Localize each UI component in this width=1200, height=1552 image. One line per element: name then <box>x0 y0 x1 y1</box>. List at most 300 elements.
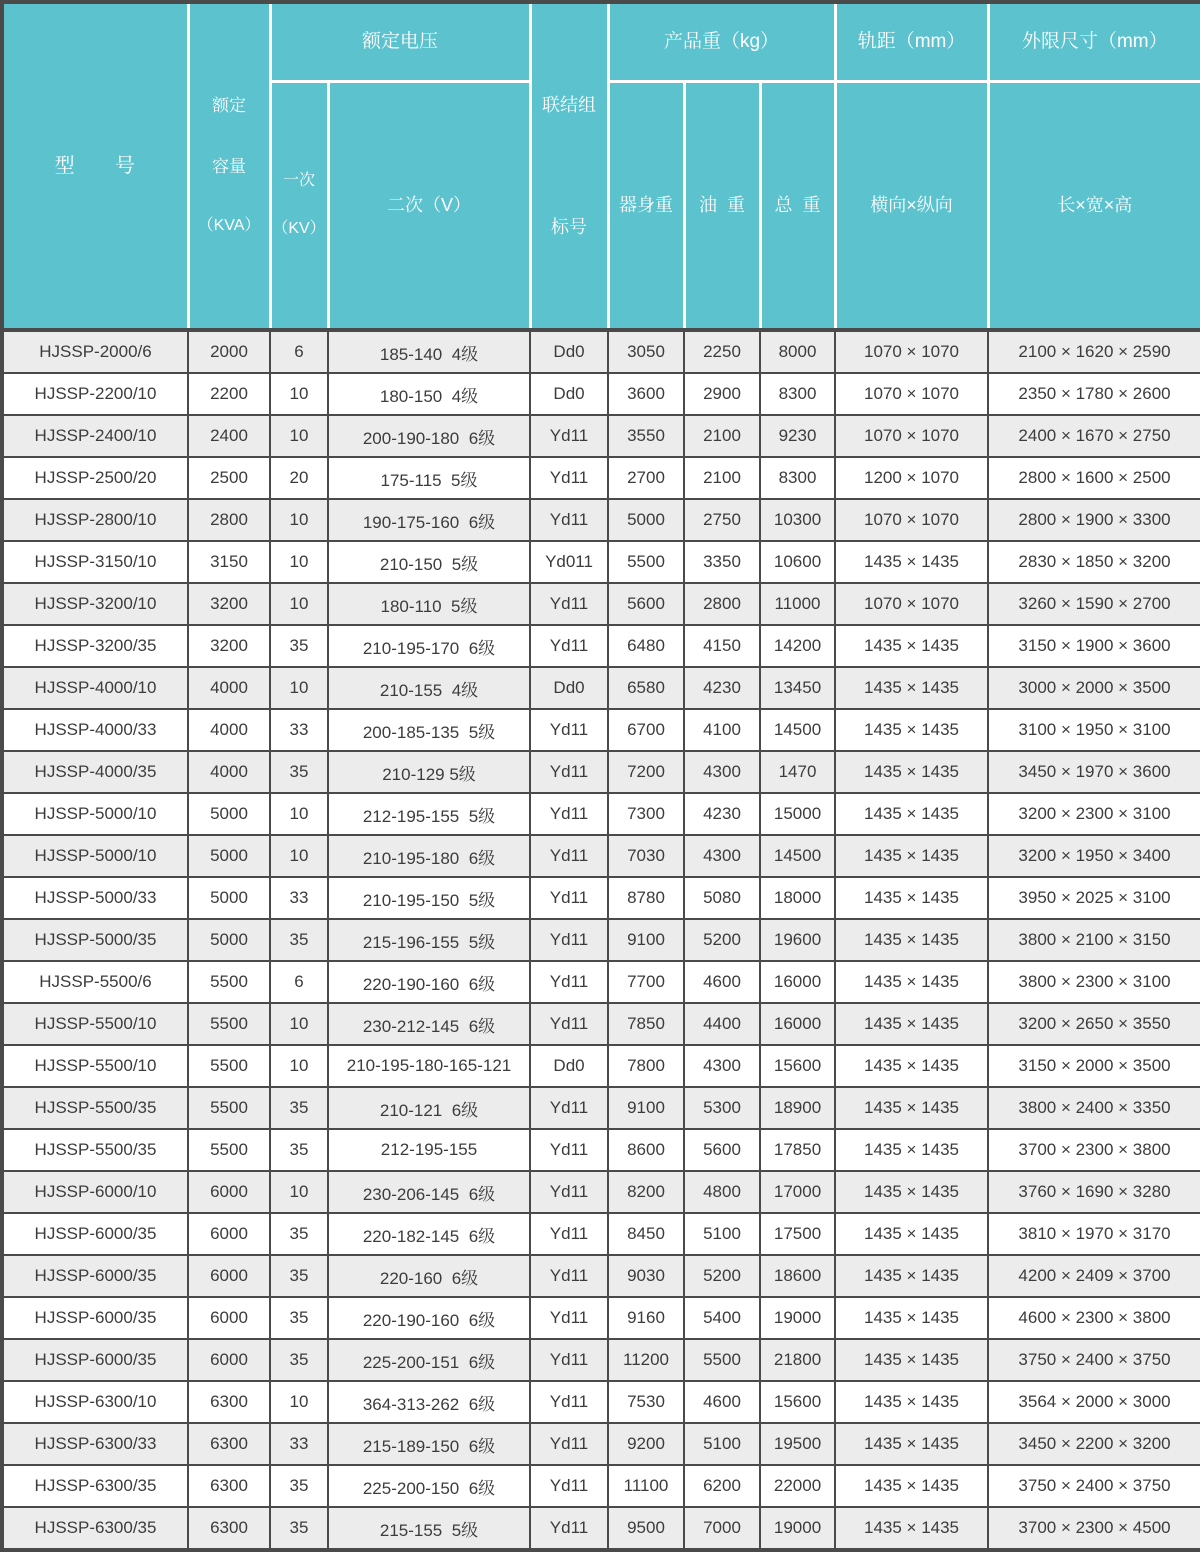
table-cell: 1435 × 1435 <box>835 1255 988 1297</box>
table-cell: HJSSP-6000/35 <box>2 1297 188 1339</box>
table-cell: 1435 × 1435 <box>835 541 988 583</box>
table-cell: HJSSP-2200/10 <box>2 373 188 415</box>
table-cell: Yd11 <box>530 583 608 625</box>
table-cell: 19600 <box>760 919 835 961</box>
table-cell: 7530 <box>608 1381 684 1423</box>
table-cell: Yd11 <box>530 751 608 793</box>
table-cell: 1435 × 1435 <box>835 1171 988 1213</box>
table-cell: 2000 <box>188 330 270 373</box>
table-cell: 4600 × 2300 × 3800 <box>988 1297 1200 1339</box>
table-cell: 1435 × 1435 <box>835 1129 988 1171</box>
table-cell: 16000 <box>760 961 835 1003</box>
table-cell: HJSSP-6300/35 <box>2 1465 188 1507</box>
header-line: 容量 <box>212 156 246 176</box>
table-cell: 4600 <box>684 1381 760 1423</box>
table-cell: 6580 <box>608 667 684 709</box>
table-cell: Yd11 <box>530 1381 608 1423</box>
table-row <box>2 793 1200 835</box>
table-cell: Yd11 <box>530 499 608 541</box>
table-cell: 3810 × 1970 × 3170 <box>988 1213 1200 1255</box>
table-cell: 10 <box>270 1171 328 1213</box>
table-cell: HJSSP-2400/10 <box>2 415 188 457</box>
table-cell: 2100 <box>684 415 760 457</box>
table-cell: 175-115 5级 <box>328 457 530 499</box>
table-cell: 35 <box>270 919 328 961</box>
table-cell: 8200 <box>608 1171 684 1213</box>
table-cell: 1435 × 1435 <box>835 961 988 1003</box>
table-row <box>2 1297 1200 1339</box>
table-cell: 18900 <box>760 1087 835 1129</box>
table-cell: 35 <box>270 1087 328 1129</box>
table-cell: 1070 × 1070 <box>835 330 988 373</box>
table-cell: 11200 <box>608 1339 684 1381</box>
table-cell: Yd11 <box>530 1003 608 1045</box>
table-cell: 9500 <box>608 1507 684 1550</box>
table-cell: 4300 <box>684 1045 760 1087</box>
table-cell: 10 <box>270 583 328 625</box>
table-cell: 5200 <box>684 919 760 961</box>
table-cell: 210-121 6级 <box>328 1087 530 1129</box>
table-cell: 4000 <box>188 709 270 751</box>
table-row <box>2 541 1200 583</box>
header-line: （KV） <box>272 220 326 238</box>
table-cell: 2500 <box>188 457 270 499</box>
table-cell: 8000 <box>760 330 835 373</box>
table-cell: HJSSP-6000/35 <box>2 1255 188 1297</box>
table-cell: Yd11 <box>530 793 608 835</box>
table-cell: 3200 <box>188 625 270 667</box>
table-cell: 5000 <box>608 499 684 541</box>
table-cell: 4230 <box>684 667 760 709</box>
table-cell: 2100 × 1620 × 2590 <box>988 330 1200 373</box>
table-cell: 10 <box>270 835 328 877</box>
table-cell: 1070 × 1070 <box>835 583 988 625</box>
table-cell: HJSSP-3150/10 <box>2 541 188 583</box>
column-header-length-width-height: 长×宽×高 <box>988 81 1200 330</box>
table-cell: 185-140 4级 <box>328 330 530 373</box>
table-cell: 19000 <box>760 1507 835 1550</box>
table-cell: 4200 × 2409 × 3700 <box>988 1255 1200 1297</box>
table-cell: 1435 × 1435 <box>835 919 988 961</box>
table-cell: HJSSP-3200/35 <box>2 625 188 667</box>
column-header-secondary-v: 二次（V） <box>328 81 530 330</box>
table-cell: 6000 <box>188 1297 270 1339</box>
table-cell: 1070 × 1070 <box>835 415 988 457</box>
table-cell: 9160 <box>608 1297 684 1339</box>
table-cell: 180-110 5级 <box>328 583 530 625</box>
table-cell: 1435 × 1435 <box>835 1339 988 1381</box>
table-cell: 3760 × 1690 × 3280 <box>988 1171 1200 1213</box>
table-cell: 3564 × 2000 × 3000 <box>988 1381 1200 1423</box>
table-cell: 4150 <box>684 625 760 667</box>
table-cell: 3700 × 2300 × 3800 <box>988 1129 1200 1171</box>
table-cell: 6000 <box>188 1171 270 1213</box>
table-cell: 10 <box>270 667 328 709</box>
table-cell: 9030 <box>608 1255 684 1297</box>
table-cell: 230-212-145 6级 <box>328 1003 530 1045</box>
table-cell: Dd0 <box>530 667 608 709</box>
table-cell: 2200 <box>188 373 270 415</box>
table-cell: 35 <box>270 1297 328 1339</box>
table-cell: 10 <box>270 793 328 835</box>
table-cell: 8300 <box>760 373 835 415</box>
table-cell: 220-190-160 6级 <box>328 961 530 1003</box>
table-cell: HJSSP-6000/10 <box>2 1171 188 1213</box>
table-row <box>2 1129 1200 1171</box>
table-cell: HJSSP-3200/10 <box>2 583 188 625</box>
table-cell: HJSSP-5500/10 <box>2 1003 188 1045</box>
table-cell: 2800 <box>188 499 270 541</box>
table-cell: 2800 × 1900 × 3300 <box>988 499 1200 541</box>
table-cell: Yd11 <box>530 1297 608 1339</box>
column-header-body-weight: 器身重 <box>608 81 684 330</box>
table-cell: 10 <box>270 415 328 457</box>
table-cell: 35 <box>270 1213 328 1255</box>
table-cell: 35 <box>270 1129 328 1171</box>
table-cell: 14500 <box>760 835 835 877</box>
table-cell: 10300 <box>760 499 835 541</box>
table-cell: 2900 <box>684 373 760 415</box>
table-cell: 1435 × 1435 <box>835 625 988 667</box>
table-cell: 210-129 5级 <box>328 751 530 793</box>
table-cell: 1200 × 1070 <box>835 457 988 499</box>
header-line: 额定 <box>212 96 246 116</box>
column-header-rail-gauge: 轨距（mm） <box>835 2 988 81</box>
table-cell: Dd0 <box>530 330 608 373</box>
column-header-product-weight: 产品重（kg） <box>608 2 835 81</box>
table-cell: 35 <box>270 1339 328 1381</box>
table-cell: 4400 <box>684 1003 760 1045</box>
header-line: （KVA） <box>197 216 261 234</box>
table-cell: 1435 × 1435 <box>835 709 988 751</box>
table-cell: 4000 <box>188 667 270 709</box>
table-cell: 7300 <box>608 793 684 835</box>
table-cell: 13450 <box>760 667 835 709</box>
table-cell: 9200 <box>608 1423 684 1465</box>
column-header-model: 型 号 <box>2 2 188 330</box>
table-cell: 35 <box>270 1507 328 1550</box>
table-cell: 3800 × 2400 × 3350 <box>988 1087 1200 1129</box>
table-cell: HJSSP-5000/35 <box>2 919 188 961</box>
table-cell: 220-182-145 6级 <box>328 1213 530 1255</box>
table-cell: 1435 × 1435 <box>835 1381 988 1423</box>
table-cell: 5500 <box>188 1129 270 1171</box>
table-cell: 200-190-180 6级 <box>328 415 530 457</box>
table-cell: 10 <box>270 1381 328 1423</box>
table-cell: HJSSP-6300/33 <box>2 1423 188 1465</box>
table-cell: 210-195-150 5级 <box>328 877 530 919</box>
table-cell: 2800 <box>684 583 760 625</box>
header-line: 联结组 <box>542 95 597 115</box>
table-cell: 6 <box>270 961 328 1003</box>
table-cell: 5500 <box>608 541 684 583</box>
table-row <box>2 330 1200 373</box>
table-cell: 1435 × 1435 <box>835 751 988 793</box>
table-row <box>2 1465 1200 1507</box>
table-cell: 1435 × 1435 <box>835 1297 988 1339</box>
table-cell: 16000 <box>760 1003 835 1045</box>
table-cell: Yd11 <box>530 415 608 457</box>
table-cell: HJSSP-4000/35 <box>2 751 188 793</box>
table-header <box>2 2 1200 330</box>
table-cell: 1435 × 1435 <box>835 1045 988 1087</box>
table-cell: Yd11 <box>530 1087 608 1129</box>
table-cell: 5000 <box>188 835 270 877</box>
table-cell: 7000 <box>684 1507 760 1550</box>
table-cell: 3200 × 1950 × 3400 <box>988 835 1200 877</box>
table-cell: 1435 × 1435 <box>835 1003 988 1045</box>
table-cell: HJSSP-6300/10 <box>2 1381 188 1423</box>
table-row <box>2 1045 1200 1087</box>
table-cell: 180-150 4级 <box>328 373 530 415</box>
table-cell: 3200 × 2650 × 3550 <box>988 1003 1200 1045</box>
table-row <box>2 919 1200 961</box>
table-cell: 9100 <box>608 1087 684 1129</box>
table-cell: 3050 <box>608 330 684 373</box>
table-cell: 19500 <box>760 1423 835 1465</box>
table-cell: 22000 <box>760 1465 835 1507</box>
table-cell: 190-175-160 6级 <box>328 499 530 541</box>
table-cell: 4600 <box>684 961 760 1003</box>
table-cell: 5100 <box>684 1213 760 1255</box>
table-cell: 7700 <box>608 961 684 1003</box>
table-cell: Yd11 <box>530 961 608 1003</box>
table-cell: 8780 <box>608 877 684 919</box>
table-cell: 2100 <box>684 457 760 499</box>
table-cell: 3750 × 2400 × 3750 <box>988 1465 1200 1507</box>
table-cell: 10 <box>270 499 328 541</box>
table-cell: 3200 <box>188 583 270 625</box>
table-cell: 1435 × 1435 <box>835 1213 988 1255</box>
table-cell: 9230 <box>760 415 835 457</box>
table-cell: 11000 <box>760 583 835 625</box>
column-header-oil-weight: 油 重 <box>684 81 760 330</box>
table-cell: 212-195-155 <box>328 1129 530 1171</box>
table-cell: 3260 × 1590 × 2700 <box>988 583 1200 625</box>
table-cell: 4000 <box>188 751 270 793</box>
table-row <box>2 457 1200 499</box>
table-cell: HJSSP-5500/6 <box>2 961 188 1003</box>
table-row <box>2 625 1200 667</box>
table-cell: Yd11 <box>530 1213 608 1255</box>
table-cell: HJSSP-4000/10 <box>2 667 188 709</box>
table-cell: HJSSP-5500/35 <box>2 1087 188 1129</box>
table-cell: 2750 <box>684 499 760 541</box>
table-cell: 5300 <box>684 1087 760 1129</box>
table-cell: 5000 <box>188 919 270 961</box>
header-line: 标号 <box>551 216 588 237</box>
column-header-total-weight: 总 重 <box>760 81 835 330</box>
table-cell: 20 <box>270 457 328 499</box>
table-cell: HJSSP-6000/35 <box>2 1213 188 1255</box>
table-cell: 4800 <box>684 1171 760 1213</box>
table-cell: 225-200-151 6级 <box>328 1339 530 1381</box>
table-cell: 5100 <box>684 1423 760 1465</box>
table-cell: 230-206-145 6级 <box>328 1171 530 1213</box>
table-cell: 3600 <box>608 373 684 415</box>
table-cell: 6 <box>270 330 328 373</box>
table-cell: 1435 × 1435 <box>835 877 988 919</box>
table-cell: 215-155 5级 <box>328 1507 530 1550</box>
table-cell: 3200 × 2300 × 3100 <box>988 793 1200 835</box>
table-cell: 2830 × 1850 × 3200 <box>988 541 1200 583</box>
table-cell: HJSSP-6300/35 <box>2 1507 188 1550</box>
table-cell: Dd0 <box>530 1045 608 1087</box>
table-cell: 33 <box>270 709 328 751</box>
header-line: 一次 <box>282 172 315 190</box>
table-cell: 6000 <box>188 1255 270 1297</box>
column-header-primary-kv <box>270 81 328 330</box>
table-cell: Yd11 <box>530 835 608 877</box>
table-cell: 1070 × 1070 <box>835 373 988 415</box>
table-cell: Yd11 <box>530 919 608 961</box>
table-cell: 14500 <box>760 709 835 751</box>
table-cell: 21800 <box>760 1339 835 1381</box>
table-cell: 35 <box>270 1465 328 1507</box>
table-cell: 2400 × 1670 × 2750 <box>988 415 1200 457</box>
table-cell: 1470 <box>760 751 835 793</box>
table-cell: 1070 × 1070 <box>835 499 988 541</box>
table-cell: 11100 <box>608 1465 684 1507</box>
column-header-rated-voltage: 额定电压 <box>270 2 530 81</box>
table-row <box>2 1423 1200 1465</box>
table-cell: 1435 × 1435 <box>835 1465 988 1507</box>
table-cell: 9100 <box>608 919 684 961</box>
table-row <box>2 415 1200 457</box>
table-cell: 33 <box>270 1423 328 1465</box>
table-cell: 364-313-262 6级 <box>328 1381 530 1423</box>
table-cell: 220-190-160 6级 <box>328 1297 530 1339</box>
table-cell: 3150 × 2000 × 3500 <box>988 1045 1200 1087</box>
table-cell: 3950 × 2025 × 3100 <box>988 877 1200 919</box>
table-cell: 18000 <box>760 877 835 919</box>
table-cell: HJSSP-5500/35 <box>2 1129 188 1171</box>
table-cell: 5500 <box>188 961 270 1003</box>
table-row <box>2 751 1200 793</box>
table-cell: 15600 <box>760 1381 835 1423</box>
table-cell: Yd11 <box>530 1171 608 1213</box>
table-cell: 215-196-155 5级 <box>328 919 530 961</box>
table-cell: 1435 × 1435 <box>835 1423 988 1465</box>
table-cell: HJSSP-5500/10 <box>2 1045 188 1087</box>
table-cell: Yd011 <box>530 541 608 583</box>
table-cell: 1435 × 1435 <box>835 1507 988 1550</box>
table-cell: HJSSP-5000/10 <box>2 793 188 835</box>
table-cell: 6000 <box>188 1339 270 1381</box>
table-row <box>2 1381 1200 1423</box>
table-cell: 8600 <box>608 1129 684 1171</box>
table-cell: 212-195-155 5级 <box>328 793 530 835</box>
table-cell: Yd11 <box>530 1465 608 1507</box>
table-cell: 7850 <box>608 1003 684 1045</box>
table-cell: 4230 <box>684 793 760 835</box>
table-cell: 3750 × 2400 × 3750 <box>988 1339 1200 1381</box>
table-cell: 3150 × 1900 × 3600 <box>988 625 1200 667</box>
table-cell: 10 <box>270 1045 328 1087</box>
table-cell: 2350 × 1780 × 2600 <box>988 373 1200 415</box>
table-cell: 2700 <box>608 457 684 499</box>
table-cell: 3800 × 2300 × 3100 <box>988 961 1200 1003</box>
table-cell: 2250 <box>684 330 760 373</box>
table-cell: HJSSP-6000/35 <box>2 1339 188 1381</box>
table-cell: 7030 <box>608 835 684 877</box>
table-row <box>2 835 1200 877</box>
table-cell: 10 <box>270 1003 328 1045</box>
table-cell: 6480 <box>608 625 684 667</box>
table-cell: HJSSP-2000/6 <box>2 330 188 373</box>
table-cell: 3450 × 2200 × 3200 <box>988 1423 1200 1465</box>
table-cell: 3550 <box>608 415 684 457</box>
table-cell: 33 <box>270 877 328 919</box>
table-cell: 10 <box>270 541 328 583</box>
table-cell: 210-150 5级 <box>328 541 530 583</box>
table-cell: Yd11 <box>530 877 608 919</box>
table-cell: Yd11 <box>530 1339 608 1381</box>
table-row <box>2 1255 1200 1297</box>
table-row <box>2 709 1200 751</box>
table-cell: 6000 <box>188 1213 270 1255</box>
table-cell: Yd11 <box>530 1507 608 1550</box>
table-cell: 3800 × 2100 × 3150 <box>988 919 1200 961</box>
table-cell: 5080 <box>684 877 760 919</box>
table-cell: 5600 <box>684 1129 760 1171</box>
table-cell: 5000 <box>188 793 270 835</box>
table-cell: 6300 <box>188 1381 270 1423</box>
table-cell: 14200 <box>760 625 835 667</box>
table-row <box>2 499 1200 541</box>
table-cell: 1435 × 1435 <box>835 835 988 877</box>
table-row <box>2 1003 1200 1045</box>
table-cell: 15000 <box>760 793 835 835</box>
table-cell: 18600 <box>760 1255 835 1297</box>
table-row <box>2 1087 1200 1129</box>
header-row-top <box>2 2 1200 81</box>
table-cell: 6700 <box>608 709 684 751</box>
table-cell: 3000 × 2000 × 3500 <box>988 667 1200 709</box>
table-cell: 1435 × 1435 <box>835 667 988 709</box>
table-cell: 4100 <box>684 709 760 751</box>
table-row <box>2 1339 1200 1381</box>
table-row <box>2 1171 1200 1213</box>
table-cell: 35 <box>270 625 328 667</box>
table-row <box>2 583 1200 625</box>
table-cell: 3350 <box>684 541 760 583</box>
table-cell: 6300 <box>188 1507 270 1550</box>
table-row <box>2 667 1200 709</box>
column-header-vector-group <box>530 2 608 330</box>
table-cell: HJSSP-2500/20 <box>2 457 188 499</box>
table-cell: 210-195-180-165-121 <box>328 1045 530 1087</box>
table-cell: 3100 × 1950 × 3100 <box>988 709 1200 751</box>
table-cell: 8450 <box>608 1213 684 1255</box>
table-cell: 4300 <box>684 835 760 877</box>
table-cell: 10600 <box>760 541 835 583</box>
column-header-gauge-lateral-longitudinal: 横向×纵向 <box>835 81 988 330</box>
table-cell: 35 <box>270 751 328 793</box>
table-cell: 17500 <box>760 1213 835 1255</box>
table-cell: 3700 × 2300 × 4500 <box>988 1507 1200 1550</box>
table-cell: 5500 <box>188 1087 270 1129</box>
table-row <box>2 877 1200 919</box>
table-cell: 3150 <box>188 541 270 583</box>
table-cell: 5500 <box>684 1339 760 1381</box>
table-cell: HJSSP-4000/33 <box>2 709 188 751</box>
table-cell: Yd11 <box>530 1255 608 1297</box>
table-cell: 2800 × 1600 × 2500 <box>988 457 1200 499</box>
table-cell: 3450 × 1970 × 3600 <box>988 751 1200 793</box>
table-cell: 6300 <box>188 1465 270 1507</box>
table-cell: 15600 <box>760 1045 835 1087</box>
